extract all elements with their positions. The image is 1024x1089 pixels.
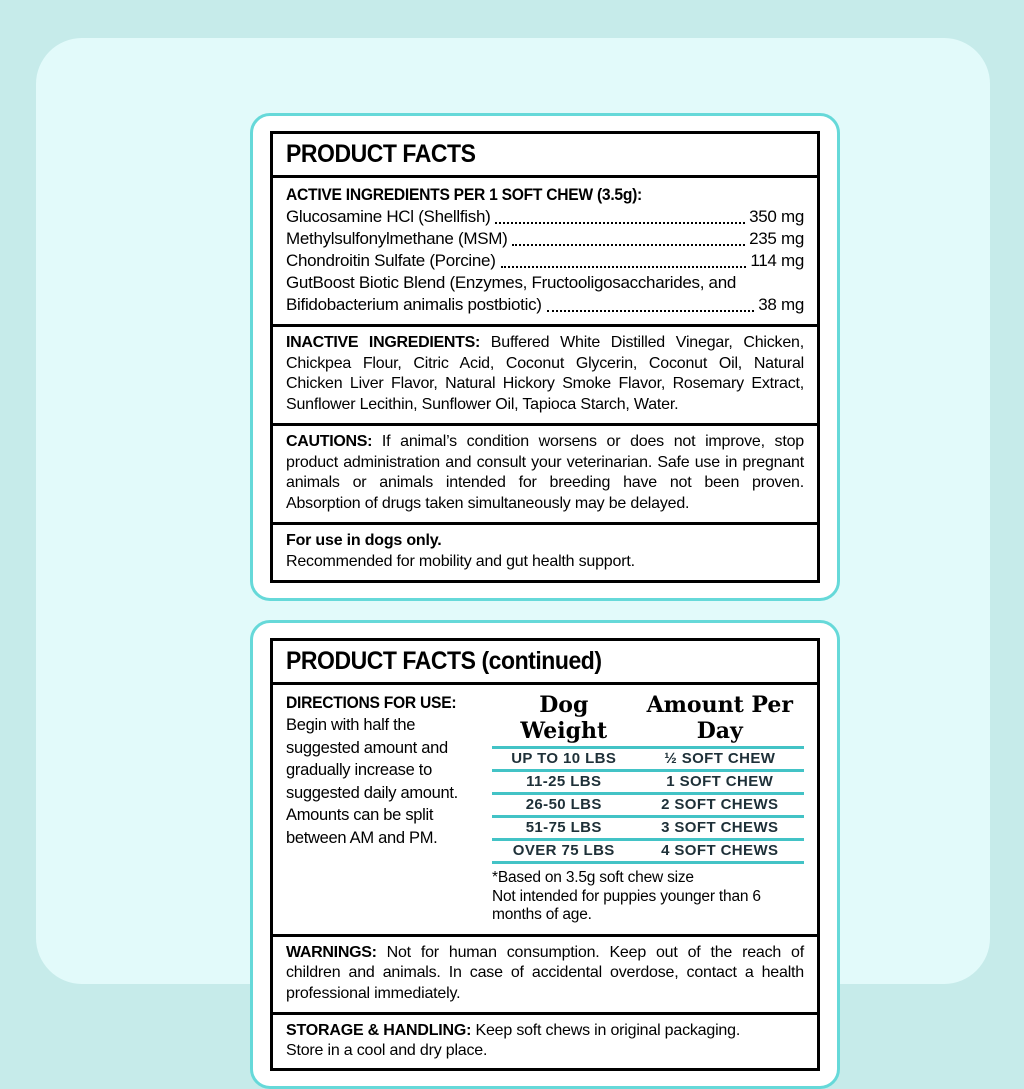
product-facts-continued-title bbox=[286, 646, 804, 676]
directions-heading-text: DIRECTIONS FOR USE: bbox=[286, 693, 457, 712]
amount-per-day-header: Amount Per Day bbox=[646, 692, 793, 744]
directions-text: Begin with half the suggested amount and gradually increase to suggested daily amount. Amounts can be split between AM and PM. bbox=[286, 716, 458, 847]
product-facts-box bbox=[270, 131, 820, 583]
dog-weight-cell: OVER 75 LBS bbox=[512, 842, 615, 859]
dosage-row bbox=[492, 818, 804, 841]
ingredient-row bbox=[286, 250, 804, 272]
inactive-ingredients-section bbox=[273, 327, 817, 426]
ingredient-amount: 235 mg bbox=[749, 229, 804, 248]
dog-weight-cell: 11-25 LBS bbox=[526, 773, 602, 790]
product-facts-title-bar bbox=[273, 134, 817, 178]
ingredient-row bbox=[286, 206, 804, 228]
active-ingredients-section bbox=[273, 178, 817, 327]
product-facts-card bbox=[250, 113, 840, 601]
dog-weight-header: Dog Weight bbox=[520, 692, 608, 744]
inactive-ingredients-label: INACTIVE INGREDIENTS: bbox=[286, 334, 481, 351]
active-ingredients-heading bbox=[286, 184, 804, 206]
product-facts-continued-card bbox=[250, 620, 840, 1089]
dosage-table-header bbox=[492, 692, 804, 749]
amount-cell: 4 SOFT CHEWS bbox=[661, 842, 779, 859]
dosage-table bbox=[492, 692, 804, 925]
warnings-label: WARNINGS: bbox=[286, 943, 377, 961]
ingredient-row bbox=[286, 294, 804, 316]
dog-weight-cell: UP TO 10 LBS bbox=[511, 750, 617, 767]
dosage-row bbox=[492, 772, 804, 795]
warnings-paragraph bbox=[286, 943, 804, 1005]
cautions-paragraph bbox=[286, 432, 804, 514]
amount-cell: ½ SOFT CHEW bbox=[664, 750, 776, 767]
cautions-text: If animal’s condition worsens or does not improve, stop product administration and consult your veterinarian. Safe use in pregnant animals or animals intended for breeding have not been proven. Absorption of drugs taken simultaneously may be delayed. bbox=[286, 433, 804, 512]
dosage-row bbox=[492, 795, 804, 818]
footnote-puppies: Not intended for puppies younger than 6 months of age. bbox=[492, 887, 761, 923]
active-ingredients-heading-text: ACTIVE INGREDIENTS PER 1 SOFT CHEW (3.5g): bbox=[286, 185, 642, 204]
for-use-section bbox=[273, 525, 817, 580]
background-panel bbox=[36, 38, 990, 1059]
directions-heading bbox=[286, 692, 482, 714]
dog-weight-cell: 26-50 LBS bbox=[525, 796, 602, 813]
dotted-leader bbox=[512, 244, 745, 246]
dotted-leader bbox=[495, 222, 745, 224]
amount-cell: 3 SOFT CHEWS bbox=[661, 819, 779, 836]
ingredient-name: Chondroitin Sulfate (Porcine) bbox=[286, 251, 496, 270]
ingredient-amount: 350 mg bbox=[749, 207, 804, 226]
footnote-chew-size: *Based on 3.5g soft chew size bbox=[492, 869, 694, 886]
warnings-text: Not for human consumption. Keep out of the reach of children and animals. In case of accidental overdose, contact a health professional immediately. bbox=[286, 943, 804, 1002]
use-recommendation-text: Recommended for mobility and gut health support. bbox=[286, 552, 635, 570]
inactive-ingredients-text: Buffered White Distilled Vinegar, Chicken, Chickpea Flour, Citric Acid, Coconut Glycerin, Coconut Oil, Natural Chicken Liver Flavor, Natural Hickory Smoke Flavor, Rosemary Extract, Sunflower Lecithin, Sunflower Oil, Tapioca Starch, Water. bbox=[286, 334, 804, 413]
directions-column bbox=[286, 692, 482, 925]
product-facts-continued-box bbox=[270, 638, 820, 1071]
dosage-row bbox=[492, 749, 804, 772]
for-use-statement bbox=[286, 531, 804, 552]
dosage-row bbox=[492, 841, 804, 864]
ingredient-name-line1: GutBoost Biotic Blend (Enzymes, Fructooligosaccharides, and bbox=[286, 273, 737, 292]
product-facts-continued-title-text: PRODUCT FACTS (continued) bbox=[286, 647, 602, 675]
amount-cell: 1 SOFT CHEW bbox=[666, 773, 774, 790]
storage-text-line1: Keep soft chews in original packaging. bbox=[475, 1022, 741, 1039]
cautions-section bbox=[273, 426, 817, 525]
ingredient-name: Methylsulfonylmethane (MSM) bbox=[286, 229, 508, 248]
ingredient-amount: 114 mg bbox=[750, 251, 804, 270]
for-use-bold-text: For use in dogs only. bbox=[286, 532, 442, 549]
product-facts-title bbox=[286, 139, 804, 169]
storage-label: STORAGE & HANDLING: bbox=[286, 1022, 472, 1039]
ingredient-name-line2: Bifidobacterium animalis postbiotic) bbox=[286, 295, 542, 314]
inactive-ingredients-paragraph bbox=[286, 333, 804, 415]
storage-line2: Store in a cool and dry place. bbox=[286, 1041, 488, 1059]
product-facts-title-text: PRODUCT FACTS bbox=[286, 140, 476, 168]
cautions-label: CAUTIONS: bbox=[286, 433, 373, 450]
amount-cell: 2 SOFT CHEWS bbox=[661, 796, 779, 813]
ingredient-name: Glucosamine HCl (Shellfish) bbox=[286, 207, 491, 226]
ingredient-row bbox=[286, 228, 804, 250]
ingredient-amount: 38 mg bbox=[758, 295, 804, 314]
storage-section bbox=[273, 1015, 817, 1068]
warnings-section bbox=[273, 937, 817, 1016]
dog-weight-cell: 51-75 LBS bbox=[525, 819, 602, 836]
dotted-leader bbox=[501, 266, 747, 268]
directions-section bbox=[273, 685, 817, 937]
continued-title-bar bbox=[273, 641, 817, 685]
dotted-leader bbox=[547, 310, 755, 312]
